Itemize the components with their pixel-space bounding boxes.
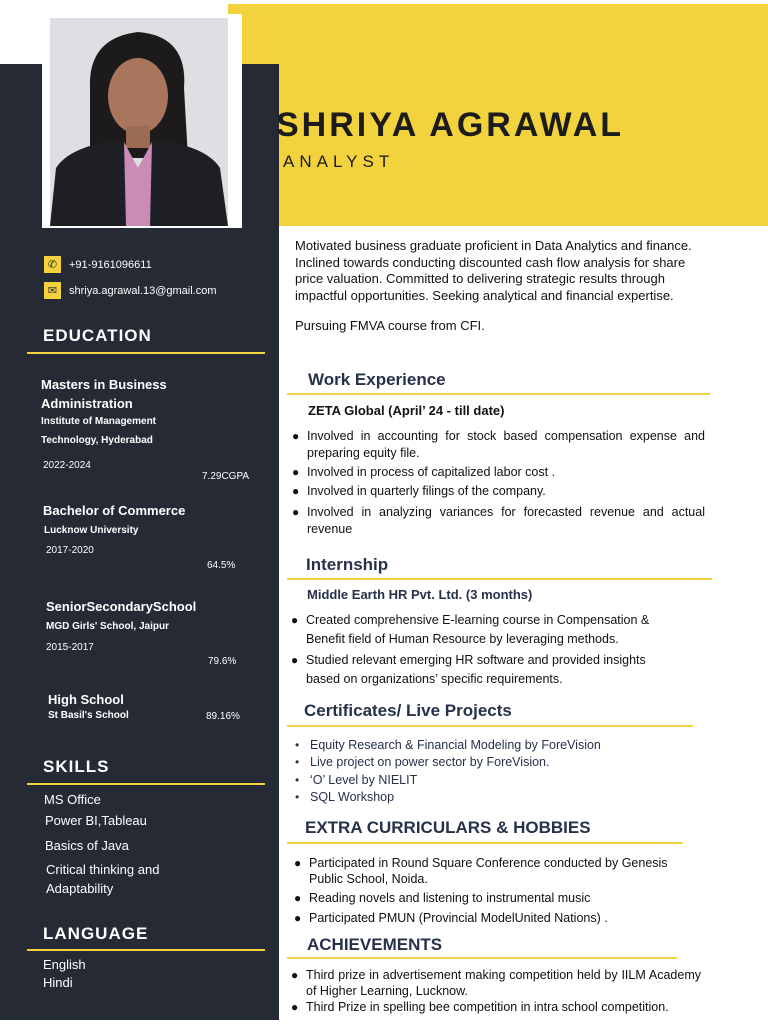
education-rule xyxy=(27,352,265,354)
language-item: Hindi xyxy=(43,975,73,990)
candidate-name: SHRIYA AGRAWAL xyxy=(276,106,625,144)
extra-heading: EXTRA CURRICULARS & HOBBIES xyxy=(305,818,591,837)
edu-4-inst: St Basil's School xyxy=(48,710,129,721)
contact-phone xyxy=(44,256,152,273)
extra-rule xyxy=(287,842,683,844)
edu-1-inst-l2: Technology, Hyderabad xyxy=(41,435,153,446)
list-item: ● Third prize in advertisement making competition held by IILM Academy of Higher Learning, Lucknow. xyxy=(291,968,701,998)
list-item: ● Participated in Round Square Conference conducted by Genesis Public School, Noida. xyxy=(294,856,668,886)
skill-item: Adaptability xyxy=(46,881,114,896)
work-company: ZETA Global (April’ 24 - till date) xyxy=(308,403,505,418)
profile-photo xyxy=(50,18,228,226)
list-item: ● Created comprehensive E-learning course in Compensation & Benefit field of Human Resource by leveraging methods. xyxy=(291,613,650,646)
internship-rule xyxy=(287,578,712,580)
skill-item: MS Office xyxy=(44,792,101,807)
edu-1-score: 7.29CGPA xyxy=(202,471,250,482)
list-item: ● Participated PMUN (Provincial ModelUnited Nations) . xyxy=(294,911,608,925)
language-rule xyxy=(27,949,265,951)
phone-icon: ✆ xyxy=(44,256,61,273)
work-rule xyxy=(287,393,710,395)
internship-bullets xyxy=(291,611,676,689)
language-heading: LANGUAGE xyxy=(43,924,149,943)
email-text: shriya.agrawal.13@gmail.com xyxy=(69,284,217,297)
list-item: • Live project on power sector by ForeVision. xyxy=(295,755,550,770)
edu-3-score: 79.6% xyxy=(208,656,237,667)
edu-3-inst: MGD Girls' School, Jaipur xyxy=(46,621,169,632)
edu-4-degree: High School xyxy=(48,692,124,707)
phone-text: +91-9161096611 xyxy=(69,258,152,271)
certificates-heading: Certificates/ Live Projects xyxy=(304,701,512,720)
certificates-rule xyxy=(287,725,693,727)
candidate-role: ANALYST xyxy=(283,152,395,171)
education-heading: EDUCATION xyxy=(43,326,152,345)
list-item: ● Studied relevant emerging HR software and provided insights based on organizations’ specific requirements. xyxy=(291,653,646,686)
summary-course: Pursuing FMVA course from CFI. xyxy=(295,318,485,333)
list-item: ● Involved in process of capitalized labor cost . xyxy=(292,465,556,479)
skills-rule xyxy=(27,783,265,785)
language-item: English xyxy=(43,957,86,972)
edu-2-degree: Bachelor of Commerce xyxy=(43,503,186,518)
skills-heading: SKILLS xyxy=(43,757,110,776)
certificates-bullets xyxy=(295,737,690,806)
achievements-bullets xyxy=(291,967,701,1015)
edu-1-years: 2022-2024 xyxy=(43,460,91,471)
edu-3-degree: SeniorSecondarySchool xyxy=(46,599,197,614)
work-heading: Work Experience xyxy=(308,370,446,389)
skill-item: Power BI,Tableau xyxy=(45,813,147,828)
contact-email xyxy=(44,282,217,299)
edu-1-degree-l2: Administration xyxy=(41,396,133,411)
edu-4-score: 89.16% xyxy=(206,711,240,722)
skill-item: Critical thinking and xyxy=(46,862,160,877)
edu-1-degree-l1: Masters in Business xyxy=(41,377,167,392)
list-item: ● Involved in quarterly filings of the company. xyxy=(292,484,546,498)
profile-summary xyxy=(295,238,705,335)
achievements-rule xyxy=(287,957,677,959)
list-item: • Equity Research & Financial Modeling by ForeVision xyxy=(295,738,601,752)
summary-text: Motivated business graduate proficient in Data Analytics and finance. Inclined towards conducting discounted cash flow analysis for share price valuation. Committed to delivering strategic results through impactful opportunities. Seeking analytical and financial expertise. xyxy=(295,238,692,303)
list-item: • ‘O’ Level by NIELIT xyxy=(295,772,418,787)
list-item: ● Reading novels and listening to instrumental music xyxy=(294,891,591,905)
edu-2-inst: Lucknow University xyxy=(44,525,139,536)
list-item: ● Involved in analyzing variances for forecasted revenue and actual revenue xyxy=(292,505,705,536)
edu-2-years: 2017-2020 xyxy=(46,545,94,556)
list-item: • SQL Workshop xyxy=(295,789,395,804)
edu-3-years: 2015-2017 xyxy=(46,642,94,653)
list-item: ● Third Prize in spelling bee competition in intra school competition. xyxy=(291,1000,669,1014)
extra-bullets xyxy=(294,855,689,926)
skill-item: Basics of Java xyxy=(45,838,129,853)
work-bullets xyxy=(292,428,705,538)
internship-company: Middle Earth HR Pvt. Ltd. (3 months) xyxy=(307,587,533,602)
edu-2-score: 64.5% xyxy=(207,560,236,571)
list-item: ● Involved in accounting for stock based compensation expense and preparing equity file. xyxy=(292,429,705,460)
edu-1-inst-l1: Institute of Management xyxy=(41,416,157,427)
internship-heading: Internship xyxy=(306,555,389,574)
envelope-icon: ✉ xyxy=(44,282,61,299)
achievements-heading: ACHIEVEMENTS xyxy=(307,935,443,954)
